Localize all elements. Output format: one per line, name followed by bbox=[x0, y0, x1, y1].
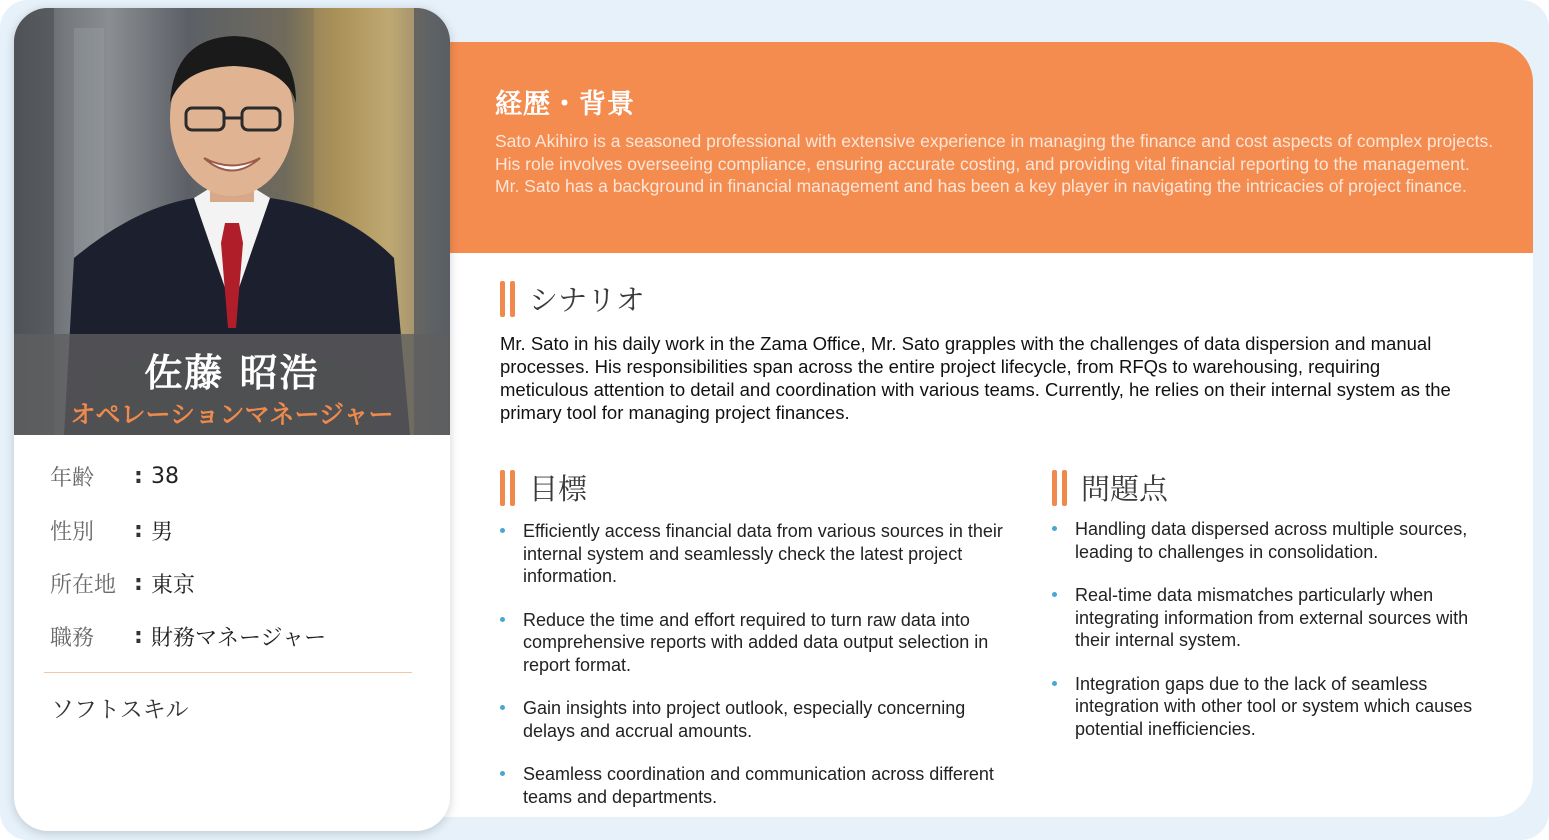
info-value: 財務マネージャー bbox=[151, 626, 327, 651]
problem-item: Handling data dispersed across multiple sources, leading to challenges in consolidation. bbox=[1052, 518, 1502, 563]
info-separator: : bbox=[134, 571, 143, 596]
info-row-location bbox=[50, 568, 195, 599]
info-value: 東京 bbox=[151, 573, 196, 598]
info-label: 職務 bbox=[50, 626, 95, 651]
problems-title: 問題点 bbox=[1081, 472, 1169, 506]
goal-item: Gain insights into project outlook, especially concerning delays and accrual amounts. bbox=[500, 697, 1020, 742]
info-row-age bbox=[50, 461, 179, 492]
goal-item: Efficiently access financial data from various sources in their internal system and seamlessly check the latest project information. bbox=[500, 520, 1020, 588]
info-separator: : bbox=[134, 518, 143, 543]
section-marker-icon bbox=[500, 470, 515, 506]
info-value: 38 bbox=[151, 464, 179, 489]
section-marker-icon bbox=[1052, 470, 1067, 506]
problem-item: Real-time data mismatches particularly when integrating information from external sources with their internal system. bbox=[1052, 584, 1502, 652]
info-row-job bbox=[50, 621, 326, 652]
scenario-title: シナリオ bbox=[529, 283, 645, 317]
info-label: 性別 bbox=[50, 520, 95, 545]
scenario-text: Mr. Sato in his daily work in the Zama Office, Mr. Sato grapples with the challenges of data dispersion and manual processes. His responsibilities span across the entire project lifecycle, from RFQs to warehousing, requiring meticulous attention to detail and coordination with various teams. Currently, he relies on their internal system as the primary tool for managing project finances. bbox=[500, 333, 1451, 423]
divider bbox=[44, 672, 412, 673]
goals-heading bbox=[500, 467, 587, 508]
background-text: Sato Akihiro is a seasoned professional with extensive experience in managing the finance and cost aspects of complex projects. His role involves overseeing compliance, ensuring accurate costing, and providing vital financial reporting to the management. Mr. Sato has a background in financial management and has been a key player in navigating the intricacies of project finance. bbox=[495, 131, 1494, 196]
info-value: 男 bbox=[151, 520, 174, 545]
goals-list bbox=[500, 520, 1020, 817]
problem-item: Integration gaps due to the lack of seamless integration with other tool or system which causes potential inefficiencies. bbox=[1052, 673, 1502, 741]
scenario-heading bbox=[500, 278, 645, 319]
background-title: 経歴・背景 bbox=[495, 89, 635, 120]
info-separator: : bbox=[134, 464, 143, 489]
soft-skills-label: ソフトスキル bbox=[51, 697, 189, 723]
goal-item: Reduce the time and effort required to turn raw data into comprehensive reports with added data output selection in report format. bbox=[500, 609, 1020, 677]
section-marker-icon bbox=[500, 281, 515, 317]
info-separator: : bbox=[134, 624, 143, 649]
problems-heading bbox=[1052, 467, 1168, 508]
persona-role: オペレーションマネージャー bbox=[70, 400, 394, 429]
profile-card bbox=[14, 8, 450, 831]
persona-name: 佐藤 昭浩 bbox=[144, 351, 320, 395]
info-row-gender bbox=[50, 515, 173, 546]
problems-list bbox=[1052, 518, 1502, 761]
goals-title: 目標 bbox=[529, 472, 588, 506]
info-label: 所在地 bbox=[50, 573, 117, 598]
info-label: 年齢 bbox=[50, 466, 95, 491]
goal-item: Seamless coordination and communication across different teams and departments. bbox=[500, 763, 1020, 808]
